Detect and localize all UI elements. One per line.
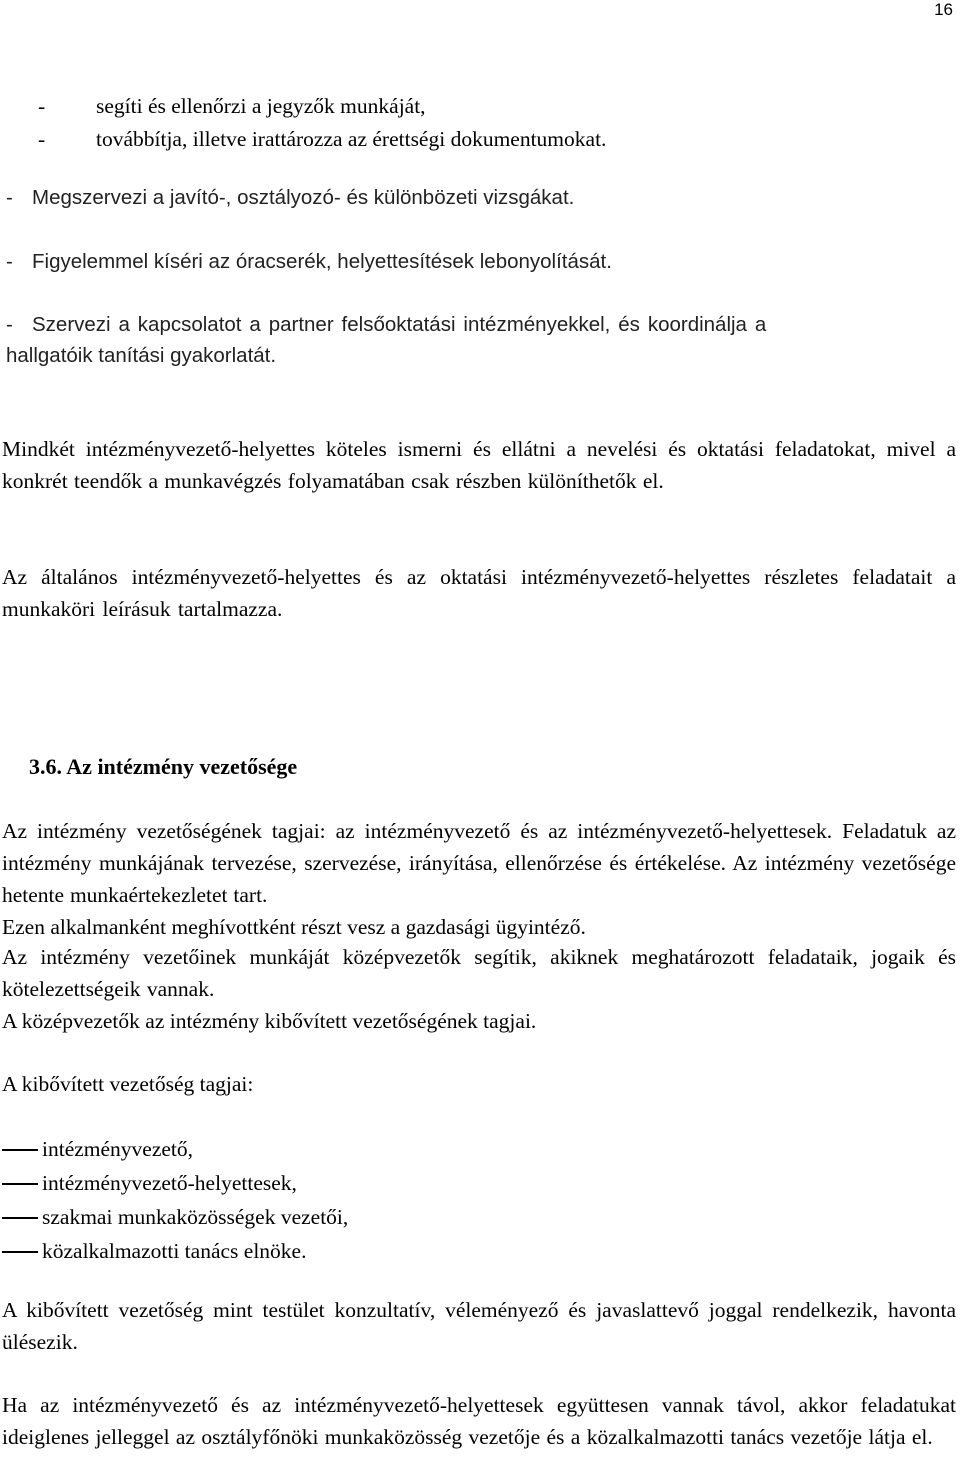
list-item xyxy=(2,1234,348,1268)
dash-bullet xyxy=(2,1183,38,1185)
list-item-text: közalkalmazotti tanács elnöke. xyxy=(42,1239,307,1263)
list-bullet: - xyxy=(38,94,46,118)
dash-bullet xyxy=(2,1251,38,1253)
paragraph: A középvezetők az intézmény kibővített vezetőségének tagjai. xyxy=(2,1009,537,1033)
list-item-text: intézményvezető-helyettesek, xyxy=(42,1171,297,1195)
dash-bullet xyxy=(2,1217,38,1219)
paragraph: A kibővített vezetőség mint testület konzultatív, véleményező és javaslattevő joggal rendelkezik, havonta ülésezik. xyxy=(2,1298,956,1354)
list-bullet: - xyxy=(6,186,13,209)
list-item-text: Megszervezi a javító-, osztályozó- és különbözeti vizsgákat. xyxy=(32,186,575,209)
paragraph: Az intézmény vezetőinek munkáját középvezetők segítik, akiknek meghatározott feladataik, jogaik és kötelezettségeik vannak. xyxy=(2,945,956,1001)
list-item-text: intézményvezető, xyxy=(42,1137,194,1161)
list-bullet: - xyxy=(6,313,13,336)
paragraph: Ha az intézményvezető és az intézményvezető-helyettesek együttesen vannak távol, akkor feladatukat ideiglenes jelleggel az osztályfőnöki munkaközösség vezetője és a közalkalmazotti tanács vezetője látja el. xyxy=(2,1393,956,1449)
page-number: 16 xyxy=(934,0,953,19)
task-item-continuation: hallgatóik tanítási gyakorlatát. xyxy=(6,344,277,367)
dash-bullet xyxy=(2,1149,38,1151)
list-item xyxy=(2,1200,348,1234)
list-item xyxy=(38,90,606,123)
paragraph: Mindkét intézményvezető-helyettes köteles ismerni és ellátni a nevelési és oktatási feladatokat, mivel a konkrét teendők a munkavégzés folyamatában csak részben különíthetők el. xyxy=(2,437,956,493)
section-heading: 3.6. Az intézmény vezetősége xyxy=(29,754,298,779)
list-item-text: Figyelemmel kíséri az óracserék, helyettesítések lebonyolítását. xyxy=(32,250,612,273)
list-item-text: segíti és ellenőrzi a jegyzők munkáját, xyxy=(96,94,426,118)
task-item xyxy=(6,245,954,278)
list-item-text: továbbítja, illetve irattározza az érettségi dokumentumokat. xyxy=(96,127,607,151)
sub-task-list xyxy=(38,90,606,156)
paragraph: Az általános intézményvezető-helyettes és az oktatási intézményvezető-helyettes részletes feladatait a munkaköri leírásuk tartalmazza. xyxy=(2,565,956,621)
list-item xyxy=(38,123,606,156)
list-item-text: szakmai munkaközösségek vezetői, xyxy=(42,1205,349,1229)
paragraph: A kibővített vezetőség tagjai: xyxy=(2,1072,254,1096)
task-item xyxy=(6,181,954,214)
list-item-text: Szervezi a kapcsolatot a partner felsőoktatási intézményekkel, és koordinálja a xyxy=(32,313,767,336)
list-bullet: - xyxy=(38,127,46,151)
paragraph: Az intézmény vezetőségének tagjai: az intézményvezető és az intézményvezető-helyettesek. Feladatuk az intézmény munkájának tervezése, szervezése, irányítása, ellenőrzése és értékelése. Az intézmény vezetősége hetente munkaértekezletet tart. xyxy=(2,819,956,907)
list-bullet: - xyxy=(6,250,13,273)
members-list xyxy=(2,1132,348,1268)
list-item xyxy=(2,1132,348,1166)
task-item xyxy=(6,308,954,341)
list-item xyxy=(2,1166,348,1200)
paragraph: Ezen alkalmanként meghívottként részt vesz a gazdasági ügyintéző. xyxy=(2,915,586,939)
